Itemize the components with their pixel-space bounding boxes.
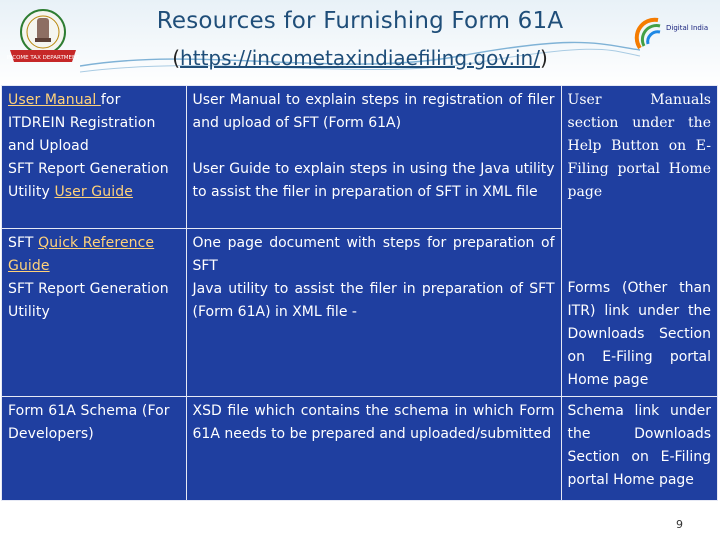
resource-text: SFT xyxy=(8,234,39,251)
digital-india-logo xyxy=(630,12,716,60)
resource-text: SFT Report Generation Utility xyxy=(8,161,169,200)
resource-item: SFT Report Generation Utility xyxy=(8,280,169,320)
description-text: User Guide to explain steps in using the Java utility to assist the filer in preparation of SFT in XML file xyxy=(192,161,555,200)
user-manual-link[interactable]: User Manual xyxy=(8,92,101,108)
table-row xyxy=(2,397,718,501)
description-cell xyxy=(186,86,561,229)
table-row xyxy=(2,86,718,229)
portal-url-line xyxy=(110,46,610,70)
description-text: Java utility to assist the filer in preparation of SFT (Form 61A) in XML file - xyxy=(192,280,555,320)
description-text: User Manual to explain steps in registration of filer and upload of SFT (Form 61A) xyxy=(192,92,555,131)
description-cell xyxy=(186,397,561,501)
url-open-paren: ( xyxy=(172,46,181,70)
description-cell xyxy=(186,228,561,396)
quick-reference-guide-link[interactable]: Quick Reference Guide xyxy=(8,234,155,274)
description-text: XSD file which contains the schema in which Form 61A needs to be prepared and uploaded/submitted xyxy=(192,403,555,442)
income-tax-department-logo xyxy=(4,6,82,70)
portal-url-link[interactable]: https://incometaxindiaefiling.gov.in/ xyxy=(180,46,540,70)
slide-header xyxy=(0,0,720,84)
location-cell xyxy=(561,86,717,397)
logo-right-label: Digital India xyxy=(666,24,709,32)
user-guide-link[interactable]: User Guide xyxy=(54,184,133,200)
resource-item xyxy=(8,232,180,278)
resource-cell xyxy=(2,86,187,229)
resource-text: Form 61A Schema (For Developers) xyxy=(8,403,170,442)
resource-text: for ITDREIN Registration and Upload xyxy=(8,92,156,154)
resource-item xyxy=(8,89,180,158)
location-text: Forms (Other than ITR) link under the Downloads Section on E-Filing portal Home page xyxy=(567,280,711,388)
page-title: Resources for Furnishing Form 61A xyxy=(156,8,564,34)
description-text: One page document with steps for preparation of SFT xyxy=(192,234,555,274)
location-cell xyxy=(561,397,717,501)
location-text: Schema link under the Downloads Section on E-Filing portal Home page xyxy=(567,403,711,488)
logo-left-label: INCOME TAX DEPARTMENT xyxy=(6,55,80,61)
resources-table xyxy=(1,85,718,501)
resource-cell xyxy=(2,397,187,501)
url-close-paren: ) xyxy=(539,46,548,70)
page-number: 9 xyxy=(676,518,683,531)
location-text: User Manuals section under the Help Button on E-Filing portal Home page xyxy=(567,92,711,200)
resource-cell xyxy=(2,228,187,396)
resource-item xyxy=(8,158,180,204)
